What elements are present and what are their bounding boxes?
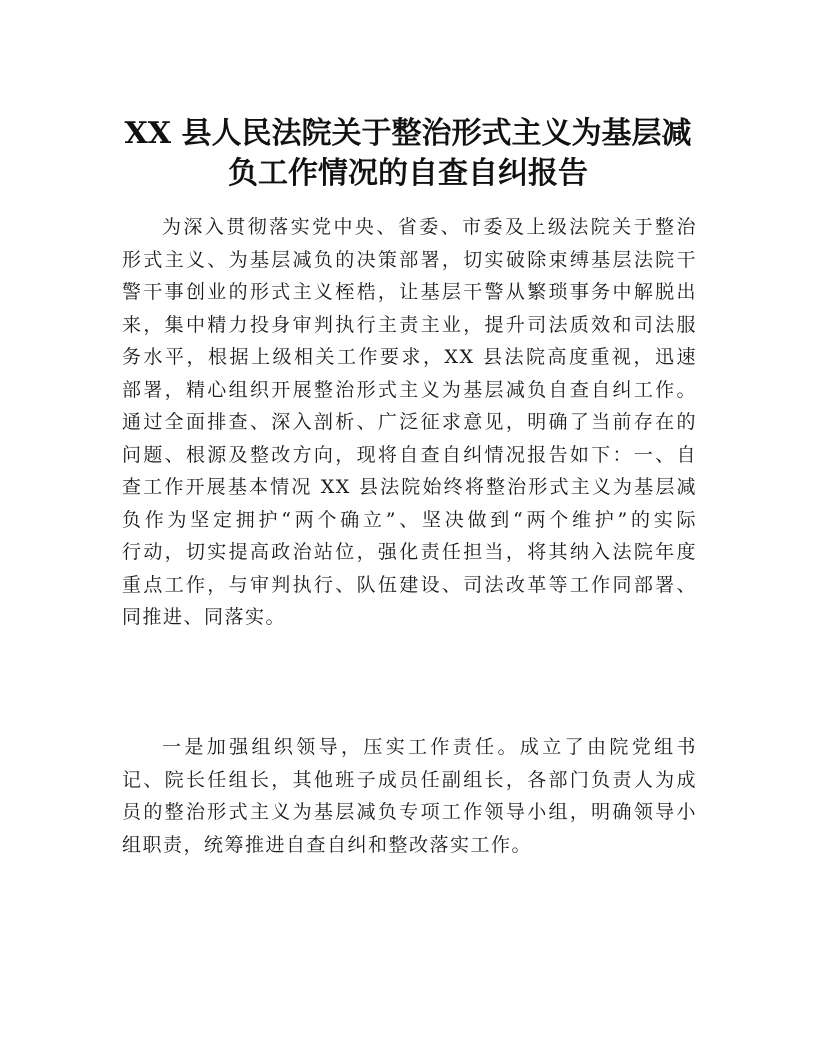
paragraph-line: 重点工作，与审判执行、队伍建设、司法改革等工作同部署、 bbox=[122, 573, 697, 596]
paragraph-line: 问题、根源及整改方向，现将自查自纠情况报告如下：一、自 bbox=[122, 443, 697, 466]
paragraph-line: 部署，精心组织开展整治形式主义为基层减负自查自纠工作。 bbox=[122, 378, 697, 401]
paragraph-line: 组职责，统筹推进自查自纠和整改落实工作。 bbox=[122, 833, 533, 856]
paragraph-line: 记、院长任组长，其他班子成员任副组长，各部门负责人为成 bbox=[122, 768, 697, 791]
title-line: 负工作情况的自查自纠报告 bbox=[228, 156, 588, 191]
title-line: XX 县人民法院关于整治形式主义为基层减 bbox=[124, 116, 692, 151]
paragraph-line: 查工作开展基本情况 XX 县法院始终将整治形式主义为基层减 bbox=[122, 476, 697, 498]
paragraph-organization bbox=[122, 731, 697, 861]
paragraph-line: 形式主义、为基层减负的决策部署，切实破除束缚基层法院干 bbox=[122, 248, 697, 271]
document-title bbox=[100, 114, 716, 194]
paragraph-line: 务水平，根据上级相关工作要求，XX 县法院高度重视，迅速 bbox=[122, 346, 697, 368]
paragraph-line: 负作为坚定拥护“两个确立”、坚决做到“两个维护”的实际 bbox=[122, 508, 697, 531]
paragraph-line: 通过全面排查、深入剖析、广泛征求意见，明确了当前存在的 bbox=[122, 411, 697, 433]
paragraph-line: 警干事创业的形式主义桎梏，让基层干警从繁琐事务中解脱出 bbox=[122, 281, 697, 303]
paragraph-line: 员的整治形式主义为基层减负专项工作领导小组，明确领导小 bbox=[122, 801, 697, 823]
paragraph-line: 行动，切实提高政治站位，强化责任担当，将其纳入法院年度 bbox=[122, 541, 697, 563]
paragraph-intro bbox=[122, 211, 697, 634]
paragraph-line: 来，集中精力投身审判执行主责主业，提升司法质效和司法服 bbox=[122, 313, 697, 336]
paragraph-line: 一是加强组织领导，压实工作责任。成立了由院党组书 bbox=[162, 736, 697, 758]
paragraph-line: 为深入贯彻落实党中央、省委、市委及上级法院关于整治 bbox=[162, 216, 697, 238]
paragraph-line: 同推进、同落实。 bbox=[122, 606, 287, 628]
